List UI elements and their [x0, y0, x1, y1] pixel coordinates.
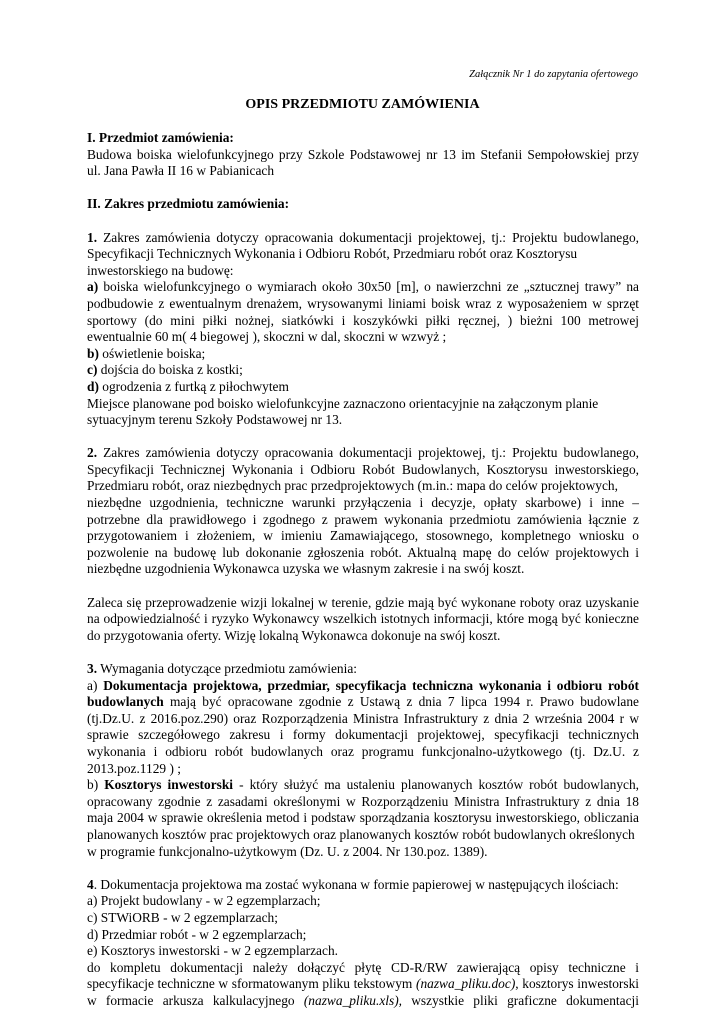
- xls-filename: (nazwa_pliku.xls),: [303, 992, 403, 1008]
- req-a-line-5: wykonania i odbioru robót budowlanych oraz programu funkcjonalno-użytkowego (tj. Dz.U. z: [87, 743, 639, 759]
- doc-filename: (nazwa_pliku.doc): [415, 976, 516, 992]
- req-b-line-5: w programie funkcjonalno-użytkowym (Dz. U. z 2004. Nr 130.poz. 1389).: [87, 843, 488, 859]
- paragraph-4-number: 4: [87, 876, 94, 892]
- req-b-line-3: maja 2004 w sprawie określenia metod i podstaw sporządzania kosztorysu inwestorskiego, obliczania: [87, 810, 639, 826]
- site-visit-paragraph: [87, 595, 639, 645]
- cd-note-line-1: do kompletu dokumentacji należy dołączyć płytę CD-R/RW zawierającą opisy techniczne i: [87, 959, 639, 975]
- document-body: [87, 130, 639, 1009]
- item-d-key: d): [87, 378, 99, 394]
- req-a-bold-2: budowlanych: [87, 694, 164, 710]
- req-b-line-1: - który służyć ma ustaleniu planowanych kosztów robót budowlanych,: [233, 777, 639, 793]
- paragraph-1-line-2: Specyfikacji Technicznych Wykonania i Odbioru Robót, Przedmiaru robót oraz Kosztorysu: [87, 246, 578, 262]
- req-b-bold: Kosztorys inwestorski: [98, 777, 234, 793]
- copies-item-a: a) Projekt budowlany - w 2 egzemplarzach;: [87, 893, 321, 909]
- item-b-key: b): [87, 345, 99, 361]
- section-1: [87, 130, 639, 180]
- paragraph-2-line-8: niezbędne uzgodnienia Wykonawca uzyska we własnym zakresie i na swój koszt.: [87, 561, 525, 577]
- req-b-key: b): [87, 777, 99, 793]
- site-visit-line-3: do przygotowania oferty. Wizję lokalną Wykonawca dokonuje na swój koszt.: [87, 627, 501, 643]
- req-a-line-4: sprawie szczegółowego zakresu i formy dokumentacji projektowej, specyfikacji technicznych: [87, 727, 639, 743]
- req-b-line-4: planowanych kosztów prac projektowych oraz planowanych kosztów robót budowlanych określonych: [87, 826, 635, 842]
- paragraph-1-number: 1.: [87, 229, 98, 245]
- section-2-heading: II. Zakres przedmiotu zamówienia:: [87, 196, 290, 212]
- section-1-heading: I. Przedmiot zamówienia:: [87, 130, 234, 145]
- req-b-line-2: opracowany zgodnie z zasadami określonymi w Rozporządzeniu Ministra Infrastruktury z dnia 18: [87, 793, 639, 809]
- req-a-line-3: (tj.Dz.U. z 2016.poz.290) oraz Rozporządzenia Ministra Infrastruktury z dnia 2 września 2004 r w: [87, 710, 639, 726]
- annex-label: Załącznik Nr 1 do zapytania ofertowego: [469, 69, 638, 80]
- paragraph-2-line-6: przygotowaniem i złożeniem, w imieniu Zamawiającego, stosownego, kompletnego wniosku o: [87, 528, 639, 544]
- paragraph-1: [87, 230, 639, 429]
- paragraph-2-line-2: Specyfikacji Technicznej Wykonania i Odbioru Robót Budowlanych, Kosztorysu inwestorskiego,: [87, 461, 639, 477]
- site-visit-line-1: Zaleca się przeprowadzenie wizji lokalnej w terenie, gdzie mają być wykonane roboty oraz uzyskanie: [87, 594, 639, 610]
- location-note-line-2: sytuacyjnym terenu Szkoły Podstawowej nr 13.: [87, 412, 343, 428]
- section-1-line-2: ul. Jana Pawła II 16 w Pabianicach: [87, 163, 275, 179]
- paragraph-2-line-4: niezbędne uzgodnienia, techniczne warunki przyłączenia i decyzje, opłaty skarbowe) i inne –: [87, 495, 639, 511]
- site-visit-line-2: na odpowiedzialność i ryzyko Wykonawcy wszelkich istotnych informacji, które mogą być konieczne: [87, 611, 639, 627]
- item-a-line-4: ewentualnie 60 m( 4 biegowej ), skoczni w dal, skoczni w wzwyż ;: [87, 329, 447, 345]
- item-c-text: dojścia do boiska z kostki;: [97, 362, 243, 378]
- item-d-text: ogrodzenia z furtką z piłochwytem: [98, 378, 289, 394]
- paragraph-4: [87, 877, 639, 1010]
- req-a-line-6: 2013.poz.1129 ) ;: [87, 760, 181, 776]
- req-a-line-2: mają być opracowane zgodnie z Ustawą z dnia 7 lipca 1994 r. Prawo budowlane: [163, 694, 639, 710]
- paragraph-2: [87, 445, 639, 578]
- paragraph-2-line-1: Zakres zamówienia dotyczy opracowania dokumentacji projektowej, tj.: Projektu budowlanego,: [97, 445, 639, 461]
- document-title: OPIS PRZEDMIOTU ZAMÓWIENIA: [245, 97, 480, 112]
- cd-note-line-3a: w formacie arkusza kalkulacyjnego: [87, 992, 304, 1008]
- cd-note-line-2b: , kosztorys inwestorski: [515, 976, 639, 992]
- paragraph-1-line-1: Zakres zamówienia dotyczy opracowania dokumentacji projektowej, tj.: Projektu budowlanego,: [97, 229, 639, 245]
- item-a-line-1: boiska wielofunkcyjnego o wymiarach około 30x50 [m], o nawierzchni ze „sztucznej trawy” na: [98, 279, 639, 295]
- paragraph-2-line-3: Przedmiaru robót, oraz niezbędnych prac przedprojektowych (m.in.: mapa do celów projektowych,: [87, 478, 618, 494]
- cd-note-line-3b: wszystkie pliki graficzne dokumentacji: [402, 992, 639, 1008]
- paragraph-2-number: 2.: [87, 445, 98, 461]
- item-a-key: a): [87, 279, 99, 295]
- paragraph-1-line-3: inwestorskiego na budowę:: [87, 262, 234, 278]
- copies-item-e: e) Kosztorys inwestorski - w 2 egzemplarzach.: [87, 943, 338, 959]
- copies-item-d: d) Przedmiar robót - w 2 egzemplarzach;: [87, 926, 307, 942]
- paragraph-3-number: 3.: [87, 661, 98, 676]
- section-1-line-1: Budowa boiska wielofunkcyjnego przy Szkole Podstawowej nr 13 im Stefanii Sempołowskiej przy: [87, 146, 639, 162]
- paragraph-3-intro: Wymagania dotyczące przedmiotu zamówienia:: [97, 661, 357, 676]
- item-a-line-3: sportowy (do mini piłki nożnej, siatkówki i koszykówki piłki ręcznej, ) bieżni 100 metrowej: [87, 312, 639, 328]
- req-a-bold-1: Dokumentacja projektowa, przedmiar, specyfikacja techniczna wykonania i odbioru robót: [97, 677, 639, 693]
- location-note-line-1: Miejsce planowane pod boisko wielofunkcyjne zaznaczono orientacyjnie na załączonym planie: [87, 395, 599, 411]
- paragraph-2-line-7: pozwolenie na budowę lub dokonanie zgłoszenia robót. Aktualną mapę do celów projektowych i: [87, 544, 639, 560]
- item-b-text: oświetlenie boiska;: [98, 345, 206, 361]
- item-a-line-2: podbudowie z ewentualnym drenażem, wrysowanymi liniami boisk wraz z wyposażeniem w sprzęt: [87, 295, 639, 311]
- copies-item-c: c) STWiORB - w 2 egzemplarzach;: [87, 909, 278, 925]
- paragraph-3: [87, 661, 639, 860]
- cd-note-line-2a: specyfikacje techniczne w sformatowanym pliku tekstowym: [87, 976, 416, 992]
- req-a-key: a): [87, 677, 98, 693]
- paragraph-4-intro: . Dokumentacja projektowa ma zostać wykonana w formie papierowej w następujących ilościach:: [93, 876, 619, 892]
- item-c-key: c): [87, 362, 98, 378]
- paragraph-2-line-5: potrzebne dla prawidłowego i zgodnego z prawem wykonania przedmiotu zamówienia łącznie z: [87, 511, 639, 527]
